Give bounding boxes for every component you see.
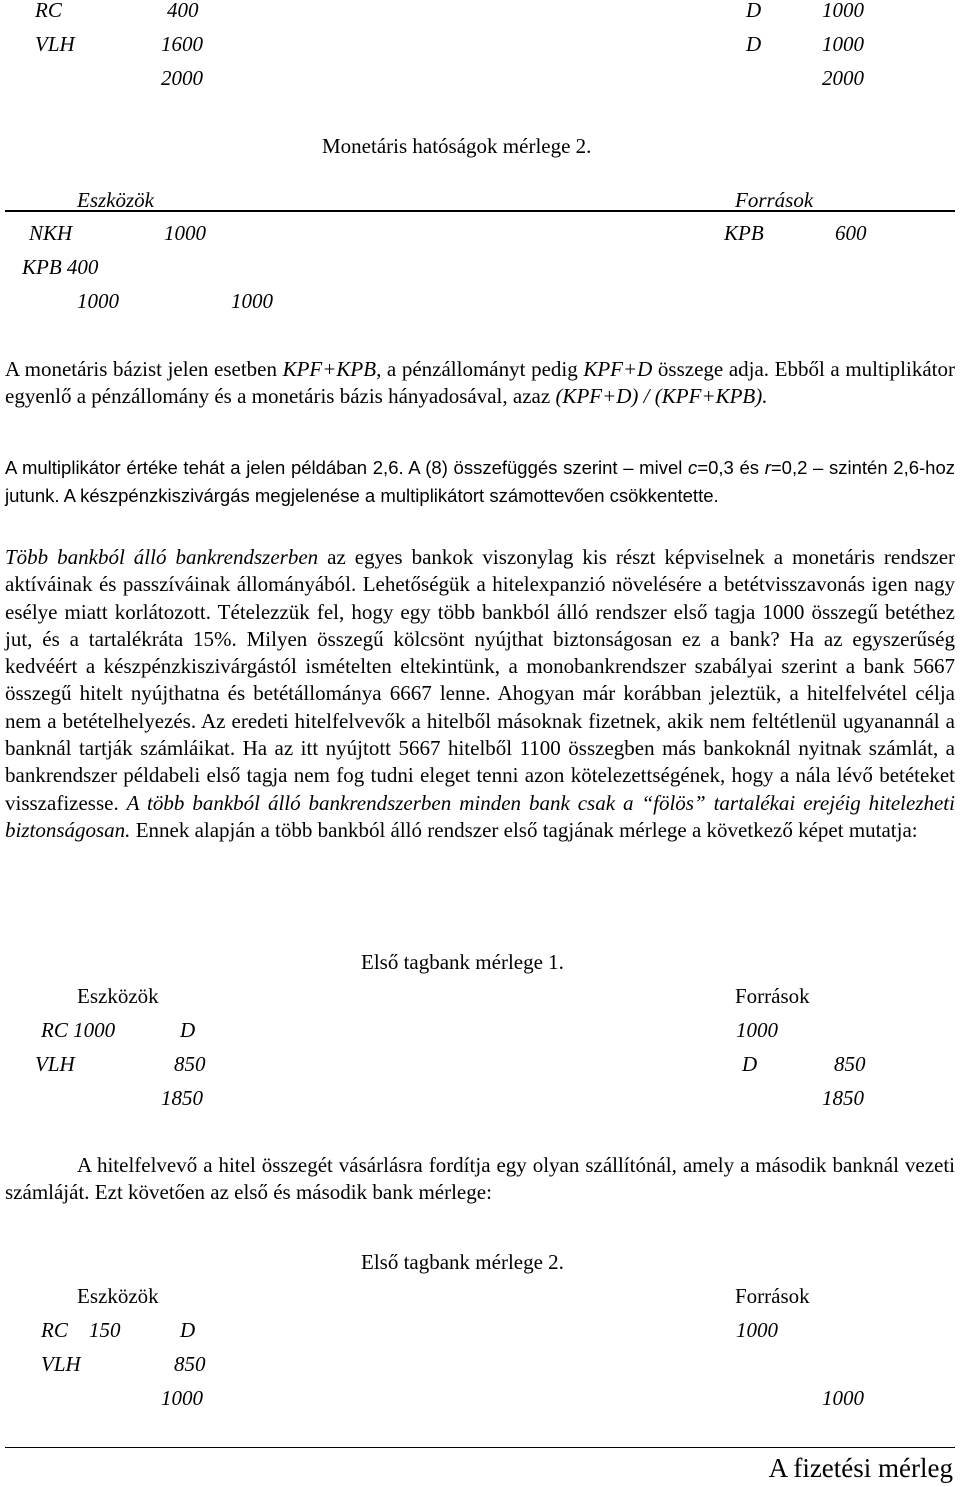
sheet-title: Első tagbank mérlege 1. xyxy=(361,950,564,974)
text: összege adja. Ebből a multiplikátor egyenlő a pénzállomány és a monetáris bázis hányadosával, azaz xyxy=(5,357,955,409)
cell: 1000 xyxy=(77,289,119,313)
cell: 150 xyxy=(89,1318,121,1342)
text: A multiplikátor értéke tehát a jelen példában 2,6. A (8) összefüggés szerint – mivel xyxy=(5,457,689,478)
cell: 600 xyxy=(835,221,867,245)
cell: D xyxy=(746,32,762,56)
liabilities-header: Források xyxy=(735,1284,810,1308)
cell: NKH xyxy=(29,221,73,245)
cell: KPB 400 xyxy=(22,255,99,279)
cell: 1600 xyxy=(161,32,203,56)
cell: 1000 xyxy=(822,1386,864,1410)
cell: KPB xyxy=(724,221,764,245)
paragraph-multiplier xyxy=(5,454,955,509)
cell: 2000 xyxy=(161,66,203,90)
text: A hitelfelvevő a hitel összegét vásárlásra fordítja egy olyan szállítónál, amely a második banknál vezeti számláját. Ezt követően az első és második bank mérlege: xyxy=(5,1153,955,1205)
cell: 1000 xyxy=(736,1318,778,1342)
cell: 1850 xyxy=(822,1086,864,1110)
paragraph-monetary-base xyxy=(5,356,955,411)
text: =0,2 – szintén 2,6-hoz jutunk. A készpénzkiszivárgás megjelenése a multiplikátort számottevően csökkentette. xyxy=(5,457,955,506)
cell: 2000 xyxy=(822,66,864,90)
text: =0,3 és xyxy=(697,457,765,478)
paragraph-supplier xyxy=(5,1152,955,1207)
cell: D xyxy=(746,0,762,22)
assets-header: Eszközök xyxy=(77,188,154,212)
cell: D xyxy=(180,1318,196,1342)
footer-title: A fizetési mérleg xyxy=(768,1453,953,1483)
cell: 1850 xyxy=(161,1086,203,1110)
cell: 1000 xyxy=(822,0,864,22)
cell: 1000 xyxy=(736,1018,778,1042)
assets-header: Eszközök xyxy=(77,984,159,1008)
paragraph-multibank xyxy=(5,544,955,844)
cell: 850 xyxy=(174,1352,206,1376)
cell: RC 1000 xyxy=(41,1018,116,1042)
text: a pénzállományt pedig xyxy=(381,357,584,381)
header-rule xyxy=(5,210,955,212)
text: A monetáris bázist jelen esetben xyxy=(5,357,283,381)
cell: 400 xyxy=(167,0,199,22)
text: r xyxy=(764,457,771,478)
cell: 1000 xyxy=(161,1386,203,1410)
text: A több bankból álló bankrendszerben minden bank csak a “fölös” tartalékai erejéig hitelezheti biztonságosan. xyxy=(5,790,955,842)
cell: 1000 xyxy=(822,32,864,56)
cell: RC xyxy=(35,0,62,22)
cell: 1000 xyxy=(164,221,206,245)
text: KPF+KPB, xyxy=(282,357,382,381)
text: (KPF+D) / (KPF+KPB). xyxy=(555,384,768,409)
sheet-title: Első tagbank mérlege 2. xyxy=(361,1250,564,1274)
assets-header: Eszközök xyxy=(77,1284,159,1308)
cell: 850 xyxy=(834,1052,866,1076)
liabilities-header: Források xyxy=(735,984,810,1008)
text: c xyxy=(688,457,698,478)
text: az egyes bankok viszonylag kis részt képviselnek a monetáris rendszer aktíváinak és passzíváinak állományából. Lehetőségük a hitelexpanzió növelésére a betétvisszavonás igen nagy esélye miatt korlátozott. Tételezzük fel, hogy egy több bankból álló rendszer első tagja 1000 összegű betéthez jut, és a tartalékráta 15%. Milyen összegű kölcsönt nyújthat biztonságosan ez a bank? Ha az egyszerűség kedvéért a készpénzkiszivárgástól ismételten eltekintünk, a monobankrendszer szabályai szerint a bank 5667 összegű hitelt nyújthatna és betétállománya 6667 lenne. Ahogyan már korábban jeleztük, a hitelfelvétel célja nem a betételhelyezés. Az eredeti hitelfelvevők a hitelből másoknak fizetnek, akik nem feltétlenül ugyanannál a banknál tartják számláikat. Ha az itt nyújtott 5667 hitelből 1100 összegben más bankoknál nyitnak számlát, a bankrendszer példabeli első tagja nem fog tudni eleget tenni azon kötelezettségének, hogy a nála lévő betéteket visszafizesse. xyxy=(5,545,956,815)
cell: D xyxy=(180,1018,196,1042)
sheet-title: Monetáris hatóságok mérlege 2. xyxy=(322,134,592,158)
cell: VLH xyxy=(35,1052,75,1076)
cell: VLH xyxy=(41,1352,81,1376)
text: KPF+D xyxy=(583,357,653,381)
cell: 850 xyxy=(174,1052,206,1076)
cell: VLH xyxy=(35,32,75,56)
cell: D xyxy=(742,1052,758,1076)
cell: 1000 xyxy=(231,289,273,313)
footer-rule xyxy=(5,1447,955,1448)
text: Több bankból álló bankrendszerben xyxy=(5,545,319,569)
liabilities-header: Források xyxy=(735,188,814,212)
text: Ennek alapján a több bankból álló rendszer első tagjának mérlege a következő képet mutatja: xyxy=(130,817,918,842)
cell: RC xyxy=(41,1318,68,1342)
